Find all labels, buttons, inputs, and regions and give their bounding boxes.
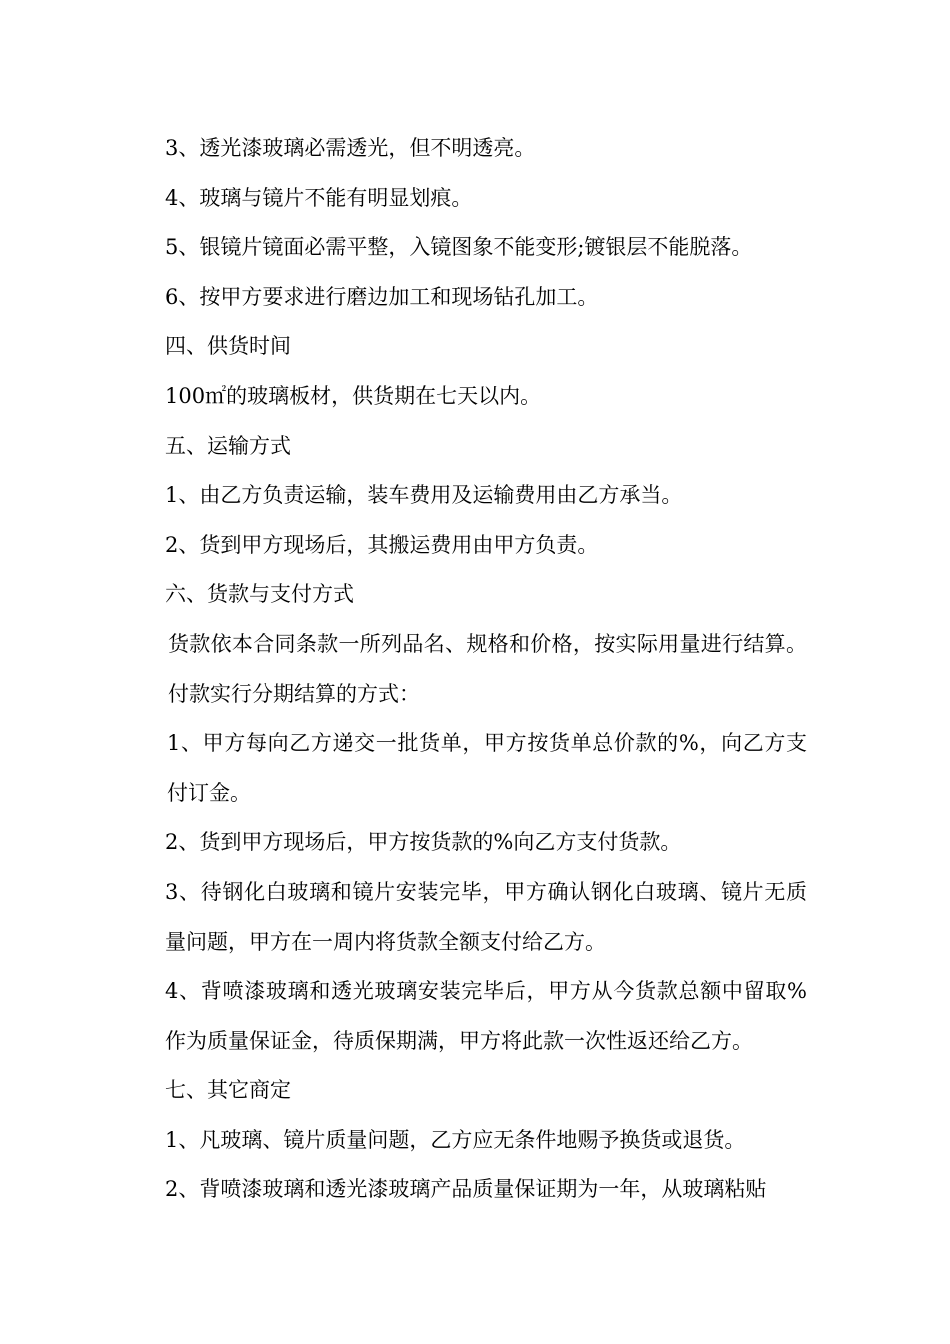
transport-clause-2: 2、货到甲方现场后，其搬运费用由甲方负责。 (165, 532, 599, 557)
payment-clause-4: 4、背喷漆玻璃和透光玻璃安装完毕后，甲方从今货款总额中留取%作为质量保证金，待质保期满，甲方将此款一次性返还给乙方。 (165, 979, 807, 1053)
payment-intro: 货款依本合同条款一所列品名、规格和价格，按实际用量进行结算。付款实行分期结算的方式： (168, 631, 807, 706)
clause-5-mirror-flatness: 5、银镜片镜面必需平整，入镜图象不能变形;镀银层不能脱落。 (165, 235, 753, 260)
delivery-time-text: 100㎡的玻璃板材，供货期在七天以内。 (165, 383, 542, 408)
section-heading-transport: 五、运输方式 (165, 433, 291, 458)
payment-clause-2: 2、货到甲方现场后，甲方按货款的%向乙方支付货款。 (165, 830, 682, 855)
section-heading-other-terms: 七、其它商定 (165, 1078, 291, 1103)
clause-3-transparent-glass: 3、透光漆玻璃必需透光，但不明透亮。 (165, 136, 536, 160)
other-terms-clause-1: 1、凡玻璃、镜片质量问题，乙方应无条件地赐予换货或退货。 (165, 1127, 746, 1152)
transport-clause-1: 1、由乙方负责运输，装车费用及运输费用由乙方承当。 (165, 483, 683, 508)
document-body (145, 124, 807, 1215)
clause-6-edge-drilling: 6、按甲方要求进行磨边加工和现场钻孔加工。 (165, 284, 599, 309)
clause-4-no-scratches: 4、玻璃与镜片不能有明显划痕。 (165, 185, 473, 210)
section-heading-delivery-time: 四、供货时间 (165, 334, 291, 359)
payment-clause-1: 1、甲方每向乙方递交一批货单，甲方按货单总价款的%，向乙方支付订金。 (167, 731, 807, 805)
section-heading-payment: 六、货款与支付方式 (165, 582, 354, 607)
payment-clause-3: 3、待钢化白玻璃和镜片安装完毕，甲方确认钢化白玻璃、镜片无质量问题，甲方在一周内将货款全额支付给乙方。 (165, 879, 807, 954)
other-terms-clause-2: 2、背喷漆玻璃和透光漆玻璃产品质量保证期为一年，从玻璃粘贴 (165, 1177, 767, 1202)
